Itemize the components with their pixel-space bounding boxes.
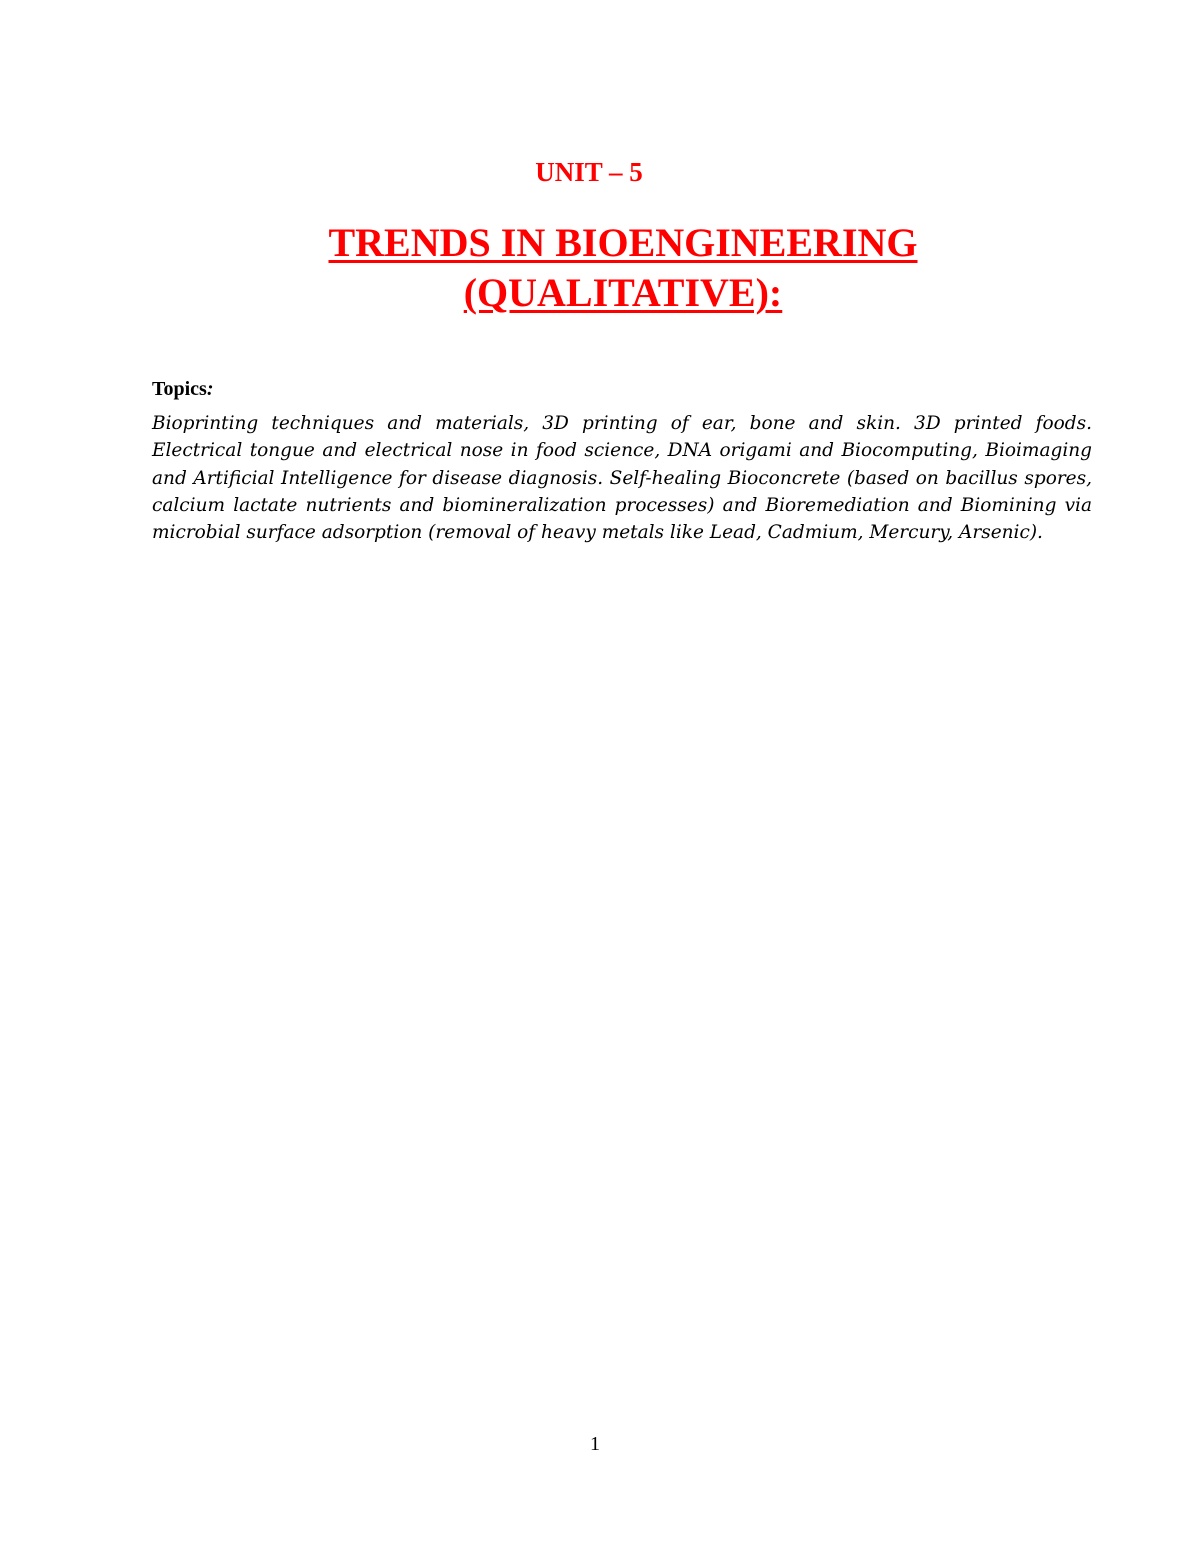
unit-label: UNIT – 5 bbox=[535, 157, 643, 187]
topics-paragraph: Bioprinting techniques and materials, 3D printing of ear, bone and skin. 3D printed foods. Electrical tongue and electrical nose in food science, DNA origami and Biocomputing, Bioimaging and Artificial Intelligence for disease diagnosis. Self-healing Bioconcrete (based on bacillus spores, calcium lactate nutrients and biomineralization processes) and Bioremediation and Biomining via microbial surface adsorption (removal of heavy metals like Lead, Cadmium, Mercury, Arsenic). bbox=[152, 413, 1092, 544]
topics-heading bbox=[152, 373, 214, 405]
page-number: 1 bbox=[590, 1433, 600, 1455]
topics-heading-colon: : bbox=[206, 378, 214, 400]
document-title bbox=[300, 218, 946, 318]
title-line-2: (QUALITATIVE): bbox=[463, 270, 783, 315]
topics-heading-label: Topics bbox=[152, 378, 207, 400]
title-line-1: TRENDS IN BIOENGINEERING bbox=[328, 220, 918, 265]
